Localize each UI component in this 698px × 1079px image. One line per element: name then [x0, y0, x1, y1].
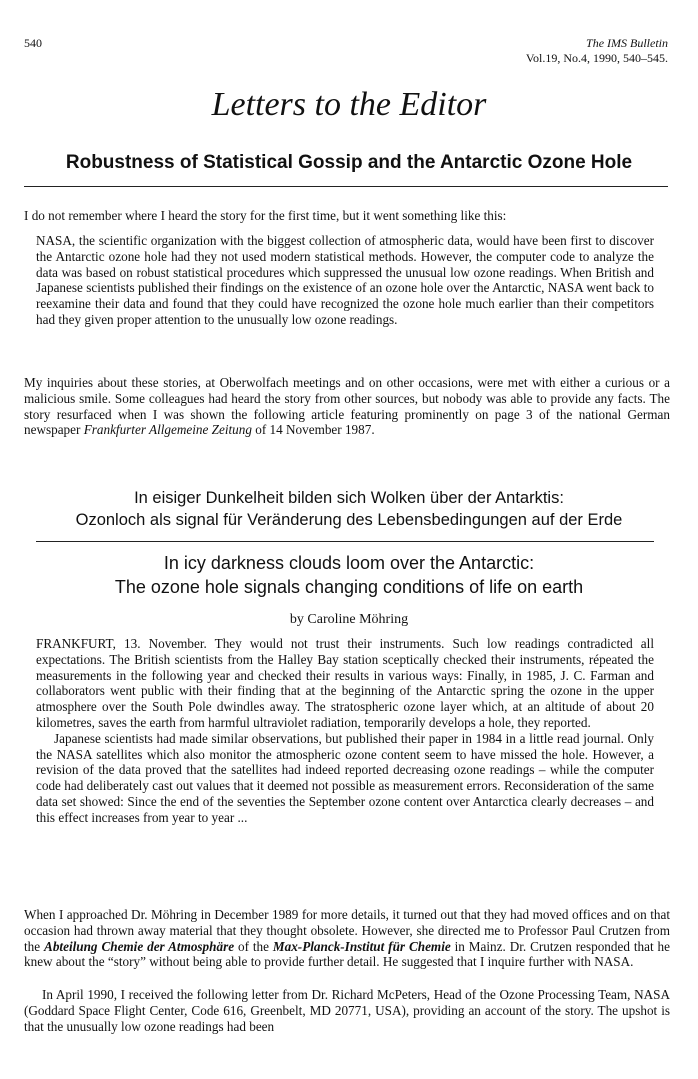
page-number: 540 — [24, 36, 42, 50]
section-title: Letters to the Editor — [211, 86, 487, 123]
title-rule — [24, 186, 668, 187]
newspaper-date: of 14 November 1987. — [251, 422, 375, 438]
followup-text-2: of the — [234, 938, 273, 954]
byline: by Caroline Möhring — [289, 612, 409, 627]
inquiry-text: My inquiries about these stories, at Oberwolfach meetings and on other occasions, were met with either a curious or a malicious smile. Some colleagues had heard the story from other sources, but nobody was able to provide any facts. The story resurfaced when I was shown the following article featuring prominently on page 3 of the national German newspaper — [24, 375, 670, 438]
english-headline-line1: In icy darkness clouds loom over the Antarctic: — [163, 553, 535, 573]
newspaper-article — [36, 636, 654, 826]
german-headline — [24, 487, 674, 531]
newspaper-name: Frankfurter Allgemeine Zeitung — [83, 422, 252, 438]
intro-paragraph: I do not remember where I heard the story for the first time, but it went something like this: — [24, 208, 507, 223]
article-paragraph-1: FRANKFURT, 13. November. They would not trust their instruments. Such low readings contradicted all expectations. The British scientists from the Halley Bay station sceptically checked their instruments, répeated the measurements in the following year and checked their results in various ways: Finally, in 1985, J. C. Farman and collaborators went public with their finding that at the beginning of the Antarctic spring the ozone in the upper atmosphere over the South Pole dwindles away. The stratospheric ozone layer which, at an altitude of about 20 kilometres, saves the earth from harmful ultraviolet radiation, temporarily develops a hole, they reported. — [36, 636, 654, 730]
story-quote: NASA, the scientific organization with the biggest collection of atmospheric data, would have been first to discover the Antarctic ozone hole had they not used modern statistical methods. However, the computer code to analyze the data was based on robust statistical procedures which suppressed the unusual low ozone readings. When British and Japanese scientists published their findings on the existence of an ozone hole over the Antarctic, NASA went back to reexamine their data and found that they could have recognized the ozone hole much earlier than their competitors had they given proper attention to the unusually low ozone readings. — [36, 233, 654, 327]
followup-paragraph — [24, 907, 670, 970]
german-headline-line2: Ozonloch als signal für Veränderung des Lebensbedingungen auf der Erde — [75, 511, 623, 529]
department-name: Abteilung Chemie der Atmosphäre — [44, 938, 235, 954]
journal-name: The IMS Bulletin — [586, 36, 668, 50]
english-headline — [24, 551, 674, 599]
followup-text-1: When I approached Dr. Möhring in December 1989 for more details, it turned out that they had moved offices and on that occasion had thrown away material that they thought obsolete. However, she directed me to Professor Paul Crutzen from the — [24, 907, 670, 954]
article-title: Robustness of Statistical Gossip and the Antarctic Ozone Hole — [65, 152, 633, 173]
followup-text-3: in Mainz. Dr. Crutzen responded that he knew about the “story” without being able to provide further detail. He suggested that I inquire further with NASA. — [24, 938, 670, 970]
journal-citation — [526, 36, 668, 66]
nasa-letter-paragraph: In April 1990, I received the following letter from Dr. Richard McPeters, Head of the Ozone Processing Team, NASA (Goddard Space Flight Center, Code 616, Greenbelt, MD 20771, USA), providing an account of the story. The upshot is that the unusually low ozone readings had been — [24, 987, 670, 1034]
journal-volume: Vol.19, No.4, 1990, 540–545. — [525, 51, 668, 65]
institute-name: Max-Planck-Institut für Chemie — [272, 938, 451, 954]
inquiry-paragraph — [24, 375, 670, 438]
headline-rule — [36, 541, 654, 542]
article-paragraph-2: Japanese scientists had made similar observations, but published their paper in 1984 in a little read journal. Only the NASA satellites which also monitor the atmospheric ozone content seem to have missed the hole. However, a revision of the data proved that the satellites had indeed reported decreasing ozone readings – while the computer code had deliberately cast out values that it deemed not possible as measurement errors. Reconsideration of the same data set showed: Since the end of the seventies the September ozone content over Antarctica clearly decreases – and this effect increases from year to year ... — [36, 730, 654, 825]
english-headline-line2: The ozone hole signals changing conditions of life on earth — [114, 577, 584, 597]
german-headline-line1: In eisiger Dunkelheit bilden sich Wolken über der Antarktis: — [134, 489, 564, 507]
